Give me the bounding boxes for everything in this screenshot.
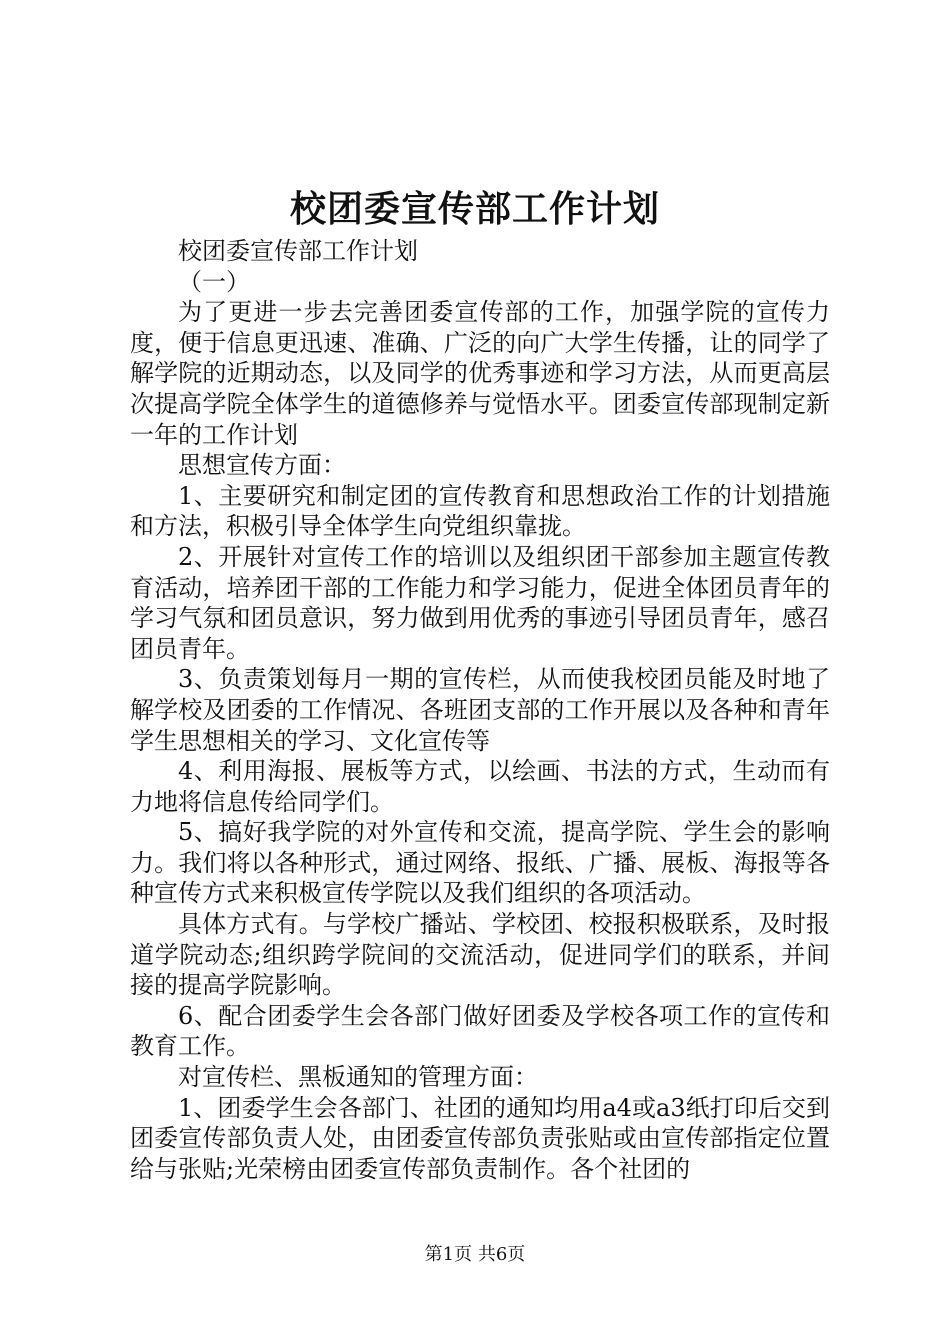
paragraph-item-3: 3、负责策划每月一期的宣传栏，从而使我校团员能及时地了解学校及团委的工作情况、各班团支部的工作开展以及各种和青年学生思想相关的学习、文化宣传等 — [130, 665, 830, 755]
paragraph-item-2: 2、开展针对宣传工作的培训以及组织团干部参加主题宣传教育活动，培养团干部的工作能力和学习能力，促进全体团员青年的学习气氛和团员意识，努力做到用优秀的事迹引导团员青年，感召团员青年。 — [130, 542, 830, 663]
page-footer: 第1页 共6页 — [424, 1244, 526, 1265]
document-title: 校团委宣传部工作计划 — [289, 188, 660, 230]
document-body — [130, 236, 830, 1184]
paragraph-item-4: 4、利用海报、展板等方式，以绘画、书法的方式，生动而有力地将信息传给同学们。 — [130, 757, 830, 816]
paragraph-section-number: （一） — [178, 267, 250, 296]
paragraph-subtitle: 校团委宣传部工作计划 — [178, 237, 418, 265]
paragraph-bulletin-item-1: 1、团委学生会各部门、社团的通知均用a4或a3纸打印后交到团委宣传部负责人处，由团委宣传部负责张贴或由宣传部指定位置给与张贴;光荣榜由团委宣传部负责制作。各个社团的 — [130, 1093, 830, 1183]
paragraph-item-6: 6、配合团委学生会各部门做好团委及学校各项工作的宣传和教育工作。 — [130, 1001, 830, 1061]
paragraph-specific-methods: 具体方式有。与学校广播站、学校团、校报积极联系，及时报道学院动态;组织跨学院间的交流活动，促进同学们的联系，并间接的提高学院影响。 — [130, 910, 830, 1000]
paragraph-item-1: 1、主要研究和制定团的宣传教育和思想政治工作的计划措施和方法，积极引导全体学生向党组织靠拢。 — [130, 481, 830, 541]
heading-ideology-publicity: 思想宣传方面： — [178, 451, 346, 480]
paragraph-intro: 为了更进一步去完善团委宣传部的工作，加强学院的宣传力度，便于信息更迅速、准确、广泛的向广大学生传播，让的同学了解学院的近期动态，以及同学的优秀事迹和学习方法，从而更高层次提高学院全体学生的道德修养与觉悟水平。团委宣传部现制定新一年的工作计划 — [130, 298, 830, 449]
heading-bulletin-management: 对宣传栏、黑板通知的管理方面： — [178, 1063, 538, 1092]
paragraph-item-5: 5、搞好我学院的对外宣传和交流，提高学院、学生会的影响力。我们将以各种形式，通过网络、报纸、广播、展板、海报等各种宣传方式来积极宣传学院以及我们组织的各项活动。 — [130, 818, 830, 908]
